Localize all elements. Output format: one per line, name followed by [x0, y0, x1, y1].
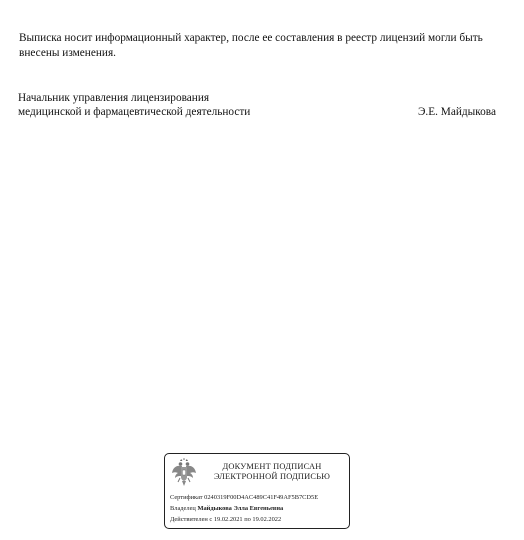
stamp-heading: [199, 462, 345, 482]
certificate-line: [170, 494, 318, 502]
signatory-title-line-1: Начальник управления лицензирования: [18, 92, 210, 104]
electronic-signature-stamp: [164, 453, 350, 529]
owner-value: Майдыкова Элла Евгеньевна: [197, 505, 284, 512]
signatory-title-line-2: медицинской и фармацевтической деятельности: [18, 106, 251, 118]
certificate-value: 0240319F00D4AC489C41F49AF5B7CD5E: [204, 494, 319, 501]
stamp-heading-line-1: ДОКУМЕНТ ПОДПИСАН: [222, 462, 322, 471]
owner-line: [170, 505, 283, 513]
double-headed-eagle-emblem-icon: [171, 458, 197, 488]
notice-text: Выписка носит информационный характер, после ее составления в реестр лицензий могли быть внесены изменения.: [19, 32, 483, 59]
owner-label: Владелец: [170, 505, 196, 512]
signature-block: [18, 91, 496, 119]
signatory-name: Э.Е. Майдыкова: [417, 106, 496, 118]
validity-line: Действителен с 19.02.2021 по 19.02.2022: [170, 516, 282, 523]
certificate-label: Сертификат: [170, 494, 203, 501]
stamp-heading-line-2: ЭЛЕКТРОННОЙ ПОДПИСЬЮ: [213, 472, 331, 481]
